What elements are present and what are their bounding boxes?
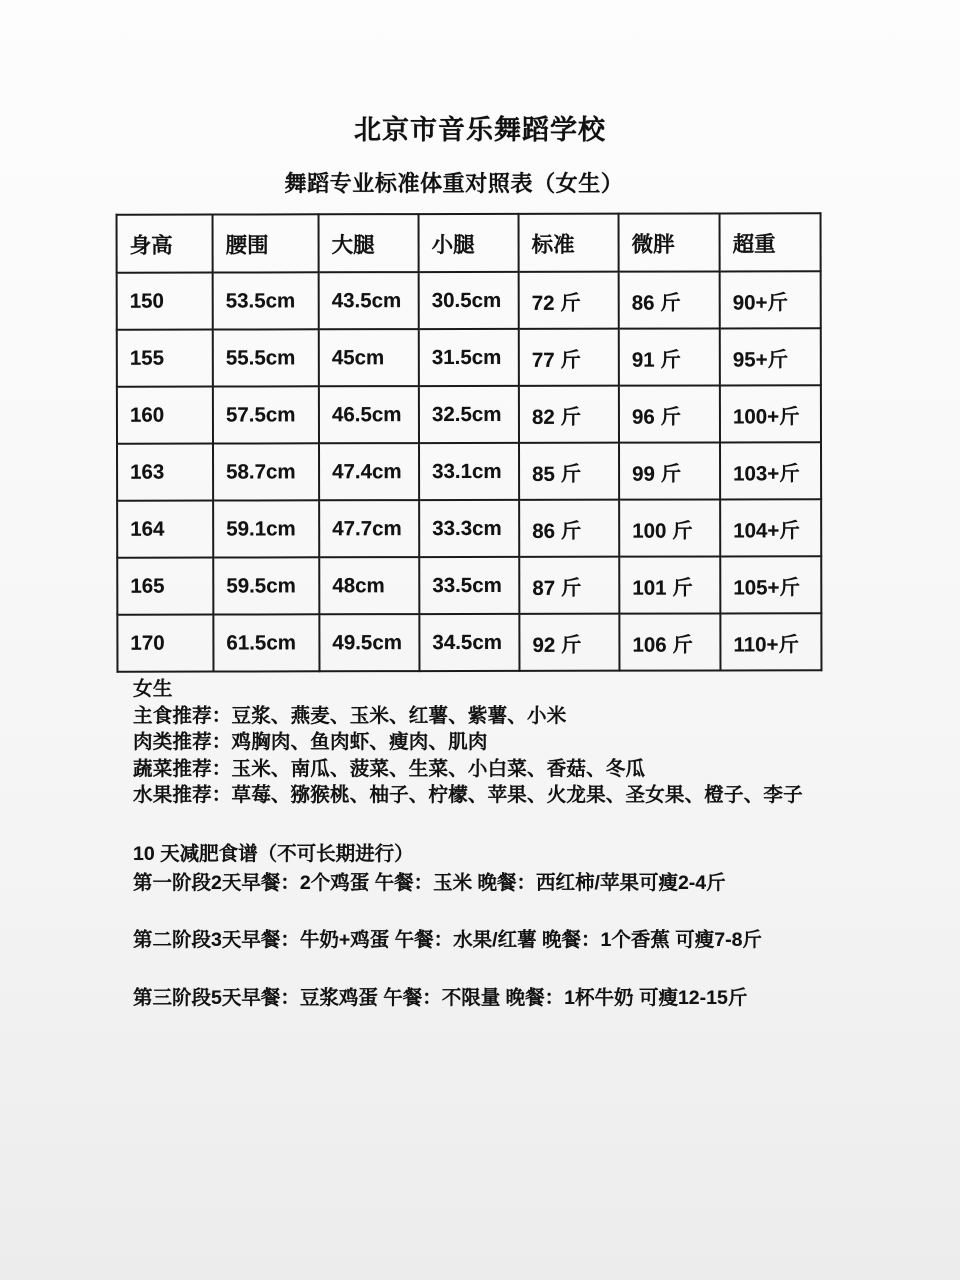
cell-standard: 72 斤: [519, 272, 619, 329]
cell-standard: 82 斤: [519, 386, 619, 443]
cell-calf: 31.5cm: [419, 329, 519, 386]
cell-thigh: 49.5cm: [319, 614, 419, 671]
cell-waist: 61.5cm: [213, 614, 319, 671]
cell-thigh: 48cm: [319, 557, 419, 614]
standard-weight-table: [116, 212, 823, 672]
cell-thigh: 46.5cm: [319, 386, 419, 443]
cell-standard: 92 斤: [519, 614, 619, 671]
table-row: [117, 271, 821, 329]
fruit-recommendation: 水果推荐：草莓、猕猴桃、柚子、柠檬、苹果、火龙果、圣女果、橙子、李子: [133, 784, 803, 806]
table-header-row: [117, 213, 821, 272]
cell-overweight: 103+斤: [720, 442, 821, 499]
cell-height: 164: [117, 501, 213, 558]
cell-thigh: 45cm: [319, 329, 419, 386]
cell-slightly-plump: 86 斤: [619, 271, 720, 328]
cell-overweight: 100+斤: [720, 385, 821, 442]
vegetable-recommendation: 蔬菜推荐：玉米、南瓜、菠菜、生菜、小白菜、香菇、冬瓜: [133, 757, 646, 780]
cell-slightly-plump: 100 斤: [619, 499, 720, 556]
cell-waist: 53.5cm: [213, 272, 319, 329]
column-header-standard: 标准: [519, 214, 619, 272]
cell-calf: 33.1cm: [419, 443, 519, 500]
table-row: [117, 385, 821, 443]
cell-slightly-plump: 101 斤: [619, 556, 720, 613]
column-header-overweight: 超重: [720, 213, 821, 271]
diet-plan-stage-1: 第一阶段2天早餐：2个鸡蛋 午餐：玉米 晚餐：西红柿/苹果可瘦2-4斤: [133, 872, 726, 894]
cell-waist: 59.1cm: [213, 500, 319, 557]
cell-overweight: 105+斤: [720, 556, 821, 613]
cell-waist: 57.5cm: [213, 386, 319, 443]
cell-overweight: 110+斤: [720, 613, 821, 670]
column-header-height: 身高: [117, 215, 213, 273]
cell-waist: 59.5cm: [213, 557, 319, 614]
cell-calf: 30.5cm: [419, 272, 519, 329]
cell-thigh: 43.5cm: [319, 272, 419, 329]
staple-food-recommendation: 主食推荐：豆浆、燕麦、玉米、红薯、紫薯、小米: [133, 704, 567, 727]
diet-plan-title: 10 天减肥食谱（不可长期进行）: [133, 843, 414, 865]
cell-height: 165: [117, 558, 213, 615]
cell-height: 170: [117, 615, 213, 672]
ten-day-diet-plan-section: [133, 841, 933, 1012]
cell-standard: 86 斤: [519, 500, 619, 557]
column-header-thigh: 大腿: [319, 214, 419, 272]
cell-calf: 34.5cm: [419, 614, 519, 671]
cell-waist: 55.5cm: [213, 329, 319, 386]
cell-calf: 33.5cm: [419, 557, 519, 614]
cell-height: 150: [117, 273, 213, 330]
cell-waist: 58.7cm: [213, 443, 319, 500]
table-row: [117, 613, 821, 671]
notes-group-label: 女生: [133, 678, 173, 700]
table-row: [117, 442, 821, 500]
cell-slightly-plump: 96 斤: [619, 385, 720, 442]
cell-calf: 32.5cm: [419, 386, 519, 443]
cell-overweight: 104+斤: [720, 499, 821, 556]
table-row: [117, 556, 821, 614]
table-row: [117, 499, 821, 557]
cell-standard: 87 斤: [519, 557, 619, 614]
page-subtitle: 舞蹈专业标准体重对照表（女生）: [284, 171, 624, 196]
cell-height: 160: [117, 387, 213, 444]
standard-weight-table-container: [116, 212, 821, 672]
cell-calf: 33.3cm: [419, 500, 519, 557]
cell-height: 155: [117, 330, 213, 387]
cell-standard: 85 斤: [519, 443, 619, 500]
page-title: 北京市音乐舞蹈学校: [354, 115, 606, 145]
diet-plan-stage-3: 第三阶段5天早餐：豆浆鸡蛋 午餐：不限量 晚餐：1杯牛奶 可瘦12-15斤: [133, 987, 748, 1009]
diet-recommendations-section: [133, 676, 923, 809]
column-header-calf: 小腿: [419, 214, 519, 272]
cell-thigh: 47.4cm: [319, 443, 419, 500]
cell-slightly-plump: 99 斤: [619, 442, 720, 499]
diet-plan-stage-2: 第二阶段3天早餐：牛奶+鸡蛋 午餐：水果/红薯 晚餐：1个香蕉 可瘦7-8斤: [133, 929, 762, 951]
table-row: [117, 328, 821, 386]
column-header-slightly-plump: 微胖: [619, 213, 720, 271]
cell-standard: 77 斤: [519, 329, 619, 386]
cell-overweight: 95+斤: [720, 328, 821, 385]
cell-overweight: 90+斤: [720, 271, 821, 328]
column-header-waist: 腰围: [213, 214, 319, 272]
cell-slightly-plump: 106 斤: [619, 613, 720, 670]
cell-thigh: 47.7cm: [319, 500, 419, 557]
meat-recommendation: 肉类推荐：鸡胸肉、鱼肉虾、瘦肉、肌肉: [133, 731, 488, 753]
cell-slightly-plump: 91 斤: [619, 328, 720, 385]
cell-height: 163: [117, 444, 213, 501]
